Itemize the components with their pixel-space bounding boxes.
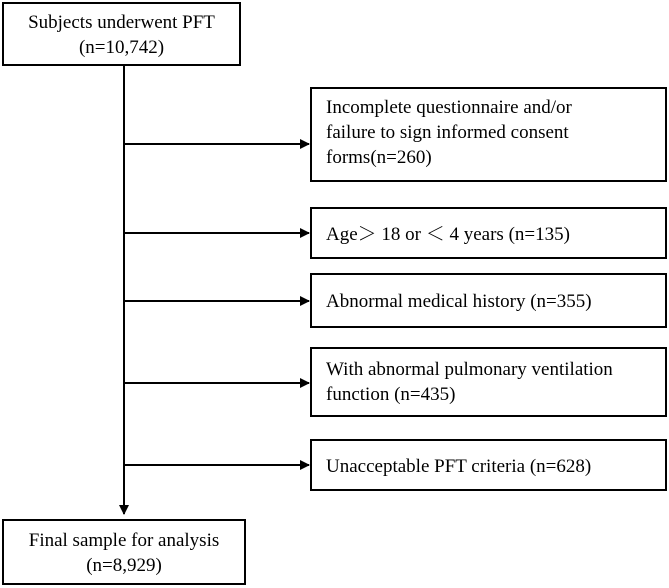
exclusion-box-pft-criteria xyxy=(310,439,667,491)
final-count: (n=8,929) xyxy=(86,555,162,576)
exclusion-4-line-1: With abnormal pulmonary ventilation xyxy=(326,359,613,380)
exclusion-5-line-1: Unacceptable PFT criteria (n=628) xyxy=(326,456,592,477)
exclusion-box-pulmonary-ventilation xyxy=(310,347,667,417)
exclusion-3-line-1: Abnormal medical history (n=355) xyxy=(326,291,592,312)
exclusion-1-line-1: Incomplete questionnaire and/or xyxy=(326,97,572,118)
exclusion-1-line-2: failure to sign informed consent xyxy=(326,122,569,143)
exclusion-box-medical-history xyxy=(310,273,667,328)
start-title: Subjects underwent PFT xyxy=(28,12,215,33)
start-count: (n=10,742) xyxy=(78,37,165,58)
final-title: Final sample for analysis xyxy=(28,530,220,551)
exclusion-2-line-1: Age＞ 18 or ＜ 4 years (n=135) xyxy=(326,224,570,245)
final-box xyxy=(2,519,246,585)
exclusion-box-incomplete-questionnaire xyxy=(310,87,667,182)
exclusion-1-line-3: forms(n=260) xyxy=(326,147,432,168)
exclusion-box-age xyxy=(310,207,667,259)
start-box xyxy=(2,2,241,66)
exclusion-4-line-2: function (n=435) xyxy=(326,384,456,405)
